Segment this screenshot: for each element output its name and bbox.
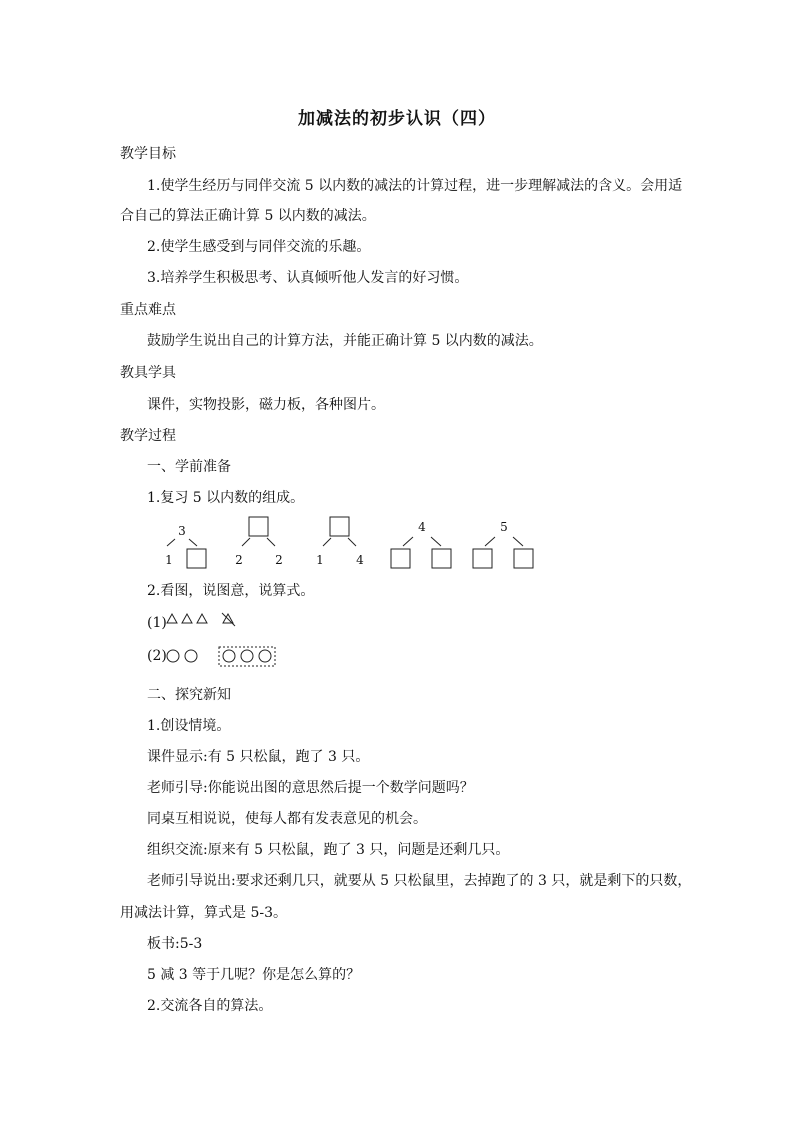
circle-icon — [185, 650, 197, 662]
goal-1-line-2: 合自己的算法正确计算 5 以内数的减法。 — [120, 208, 376, 224]
tree-3 — [316, 517, 364, 567]
circle-icon — [167, 650, 179, 662]
goal-1-line-1: 1.使学生经历与同伴交流 5 以内数的减法的计算过程，进一步理解减法的含义。会用适 — [147, 178, 683, 194]
goal-3: 3.培养学生积极思考、认真倾听他人发言的好习惯。 — [147, 270, 469, 286]
circle-icon — [241, 650, 253, 662]
tree-4-right-box — [432, 549, 451, 568]
step-2: 2.看图，说图意，说算式。 — [147, 583, 315, 599]
new-knowledge-step-2: 2.交流各自的算法。 — [147, 998, 273, 1014]
circle-icon — [223, 650, 235, 662]
figure-2-circles — [164, 645, 284, 669]
tree-1-top: 3 — [178, 524, 186, 538]
tree-4 — [391, 520, 451, 568]
blackboard-writing: 板书:5-3 — [147, 936, 203, 952]
key-text: 鼓励学生说出自己的计算方法，并能正确计算 5 以内数的减法。 — [147, 333, 543, 349]
tree-5-top: 5 — [500, 520, 508, 534]
figure-1-label: (1) — [147, 615, 167, 631]
question: 5 减 3 等于几呢？你是怎么算的？ — [147, 967, 361, 983]
step-1: 1.复习 5 以内数的组成。 — [147, 490, 305, 506]
part-2-heading: 二、探究新知 — [147, 687, 231, 703]
tree-3-left: 1 — [316, 553, 324, 567]
teacher-guide-2-line-1: 老师引导说出:要求还剩几只，就要从 5 只松鼠里，去掉跑了的 3 只，就是剩下的只数， — [147, 873, 692, 889]
courseware-display: 课件显示:有 5 只松鼠，跑了 3 只。 — [147, 749, 370, 765]
pair-discussion: 同桌互相说说，使每人都有发表意见的机会。 — [147, 811, 427, 827]
tree-3-top-box — [330, 517, 349, 536]
tree-5-left-box — [473, 549, 492, 568]
tools-text: 课件，实物投影，磁力板，各种图片。 — [147, 397, 385, 413]
group-exchange: 组织交流:原来有 5 只松鼠，跑了 3 只，问题是还剩几只。 — [147, 842, 510, 858]
tree-4-top: 4 — [418, 520, 426, 534]
goal-2: 2.使学生感受到与同伴交流的乐趣。 — [147, 239, 371, 255]
tree-2-top-box — [249, 517, 268, 536]
tree-4-left-box — [391, 549, 410, 568]
section-heading-process: 教学过程 — [120, 428, 176, 444]
triangle-icon — [197, 614, 207, 623]
teacher-guide-2-line-2: 用减法计算，算式是 5-3。 — [120, 905, 287, 921]
tree-1 — [165, 524, 206, 568]
triangle-icon — [182, 614, 192, 623]
tree-1-left: 1 — [165, 553, 173, 567]
tree-5-right-box — [514, 549, 533, 568]
part-1-heading: 一、学前准备 — [147, 459, 231, 475]
document-title: 加减法的初步认识（四） — [298, 109, 496, 129]
triangle-icon — [167, 614, 177, 623]
new-knowledge-step-1: 1.创设情境。 — [147, 718, 231, 734]
tree-2-left: 2 — [235, 553, 243, 567]
figure-1-triangles — [166, 612, 246, 632]
section-heading-key: 重点难点 — [120, 302, 176, 318]
figure-2-label: (2) — [147, 648, 167, 664]
tree-2 — [235, 517, 283, 567]
tree-5 — [473, 520, 533, 568]
tree-1-right-box — [187, 549, 206, 568]
teacher-guide-1: 老师引导:你能说出图的意思然后提一个数学问题吗？ — [147, 780, 474, 796]
section-heading-tools: 教具学具 — [120, 365, 176, 381]
circle-icon — [259, 650, 271, 662]
section-heading-goals: 教学目标 — [120, 146, 176, 162]
tree-2-right: 2 — [275, 553, 283, 567]
tree-3-right: 4 — [356, 553, 364, 567]
